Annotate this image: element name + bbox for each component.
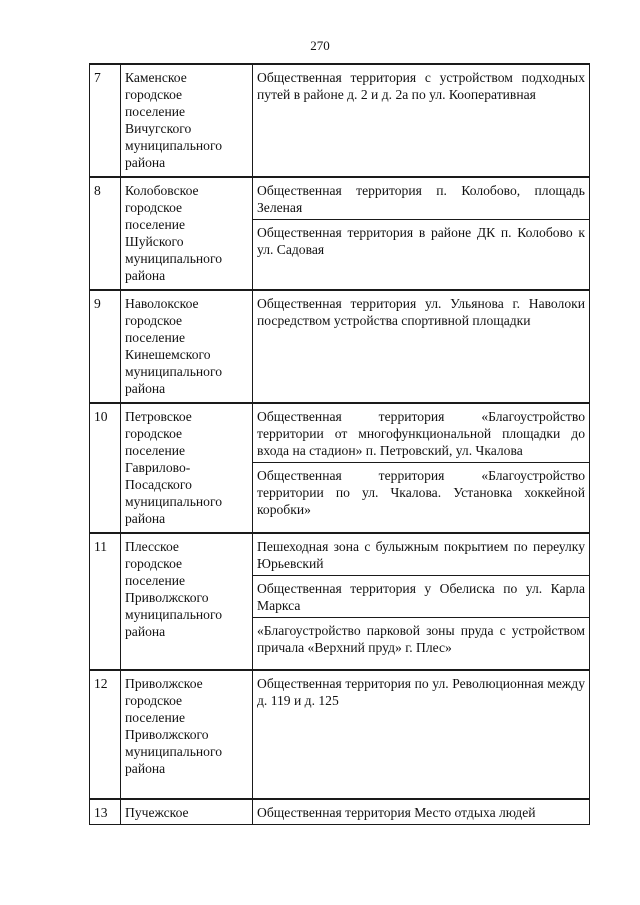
- territory-description: Общественная территория по ул. Революционная между д. 119 и д. 125: [253, 670, 590, 799]
- table-row: [90, 403, 590, 463]
- settlement-name: Каменское городское поселение Вичугского муниципального района: [121, 64, 253, 177]
- settlement-name: Петровское городское поселение Гаврилово- Посадского муниципального района: [121, 403, 253, 533]
- table-row: [90, 670, 590, 799]
- territory-description: Общественная территория Место отдыха людей: [253, 799, 590, 825]
- row-number: 13: [90, 799, 121, 825]
- settlements-table: [89, 63, 590, 825]
- row-number: 8: [90, 177, 121, 290]
- territory-description: «Благоустройство парковой зоны пруда с устройством причала «Верхний пруд» г. Плес»: [253, 618, 590, 671]
- table-row: [90, 799, 590, 825]
- row-number: 9: [90, 290, 121, 403]
- territory-description: Общественная территория «Благоустройство территории по ул. Чкалова. Установка хоккейной коробки»: [253, 463, 590, 534]
- row-number: 11: [90, 533, 121, 670]
- table-row: [90, 533, 590, 576]
- table-row: [90, 290, 590, 403]
- territory-description: Общественная территория у Обелиска по ул. Карла Маркса: [253, 576, 590, 618]
- settlement-name: Пучежское: [121, 799, 253, 825]
- row-number: 12: [90, 670, 121, 799]
- row-number: 7: [90, 64, 121, 177]
- settlement-name: Наволокское городское поселение Кинешемского муниципального района: [121, 290, 253, 403]
- settlement-name: Приволжское городское поселение Приволжского муниципального района: [121, 670, 253, 799]
- territory-description: Общественная территория «Благоустройство территории от многофункциональной площадки до входа на стадион» п. Петровский, ул. Чкалова: [253, 403, 590, 463]
- territory-description: Общественная территория с устройством подходных путей в районе д. 2 и д. 2а по ул. Кооперативная: [253, 64, 590, 177]
- table-row: [90, 177, 590, 220]
- territory-description: Общественная территория в районе ДК п. Колобово к ул. Садовая: [253, 220, 590, 291]
- territory-description: Общественная территория п. Колобово, площадь Зеленая: [253, 177, 590, 220]
- territory-description: Пешеходная зона с булыжным покрытием по переулку Юрьевский: [253, 533, 590, 576]
- settlement-name: Колобовское городское поселение Шуйского муниципального района: [121, 177, 253, 290]
- territory-description: Общественная территория ул. Ульянова г. Наволоки посредством устройства спортивной площадки: [253, 290, 590, 403]
- table-row: [90, 64, 590, 177]
- page-number: 270: [310, 38, 330, 53]
- settlement-name: Плесское городское поселение Приволжского муниципального района: [121, 533, 253, 670]
- row-number: 10: [90, 403, 121, 533]
